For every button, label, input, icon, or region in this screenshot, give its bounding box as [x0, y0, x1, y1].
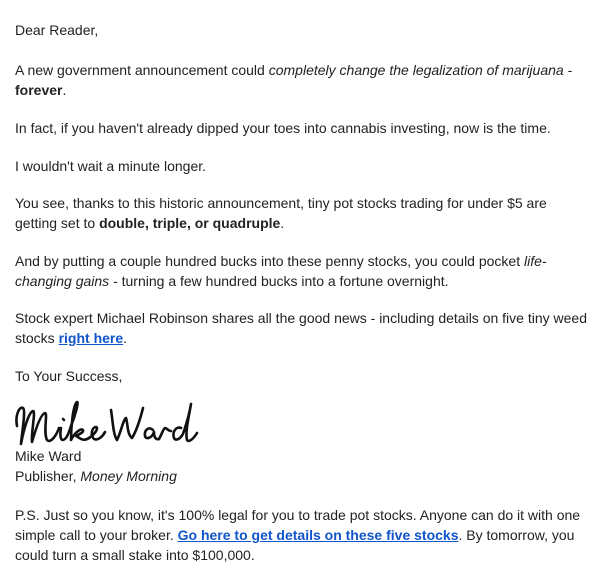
postscript	[15, 505, 590, 565]
five-stocks-details-link[interactable]: Go here to get details on these five stocks	[177, 527, 459, 543]
italic-text: completely change the legalization of marijuana	[268, 62, 564, 78]
text: .	[280, 215, 285, 231]
text: - turning a few hundred bucks into a fortune overnight.	[109, 273, 449, 289]
text: And by putting a couple hundred bucks into these penny stocks, you could pocket	[15, 253, 524, 269]
paragraph-cannabis-investing: In fact, if you haven't already dipped your toes into cannabis investing, now is the time.	[15, 120, 551, 136]
paragraph-announcement	[15, 60, 590, 100]
text: P.S. Just so you know, it's 100% legal for you to trade pot stocks. Anyone can do it with one simple call to your broker.	[15, 507, 581, 543]
italic-text: life-changing gains	[15, 253, 547, 289]
paragraph-historic-announcement	[15, 193, 590, 233]
paragraph-penny-stocks	[15, 251, 590, 291]
text: -	[563, 62, 573, 78]
sender-name: Mike Ward	[15, 448, 82, 464]
text: You see, thanks to this historic announcement, tiny pot stocks trading for under $5 are getting set to	[15, 195, 547, 231]
publication-name: Money Morning	[80, 468, 177, 484]
text: .	[62, 82, 67, 98]
signature-icon	[13, 398, 203, 450]
right-here-link[interactable]: right here	[58, 330, 124, 346]
text: Stock expert Michael Robinson shares all the good news - including details on five tiny weed stocks	[15, 310, 587, 346]
text: Publisher,	[15, 468, 81, 484]
paragraph-stock-expert	[15, 308, 590, 348]
closing: To Your Success,	[15, 368, 123, 384]
paragraph-wait: I wouldn't wait a minute longer.	[15, 158, 207, 174]
sender-title	[15, 466, 590, 486]
bold-text: forever	[15, 82, 63, 98]
greeting: Dear Reader,	[15, 22, 99, 38]
text: .	[123, 330, 128, 346]
text: . By tomorrow, you could turn a small stake into $100,000.	[15, 527, 575, 563]
bold-text: double, triple, or quadruple	[99, 215, 281, 231]
text: A new government announcement could	[15, 62, 269, 78]
